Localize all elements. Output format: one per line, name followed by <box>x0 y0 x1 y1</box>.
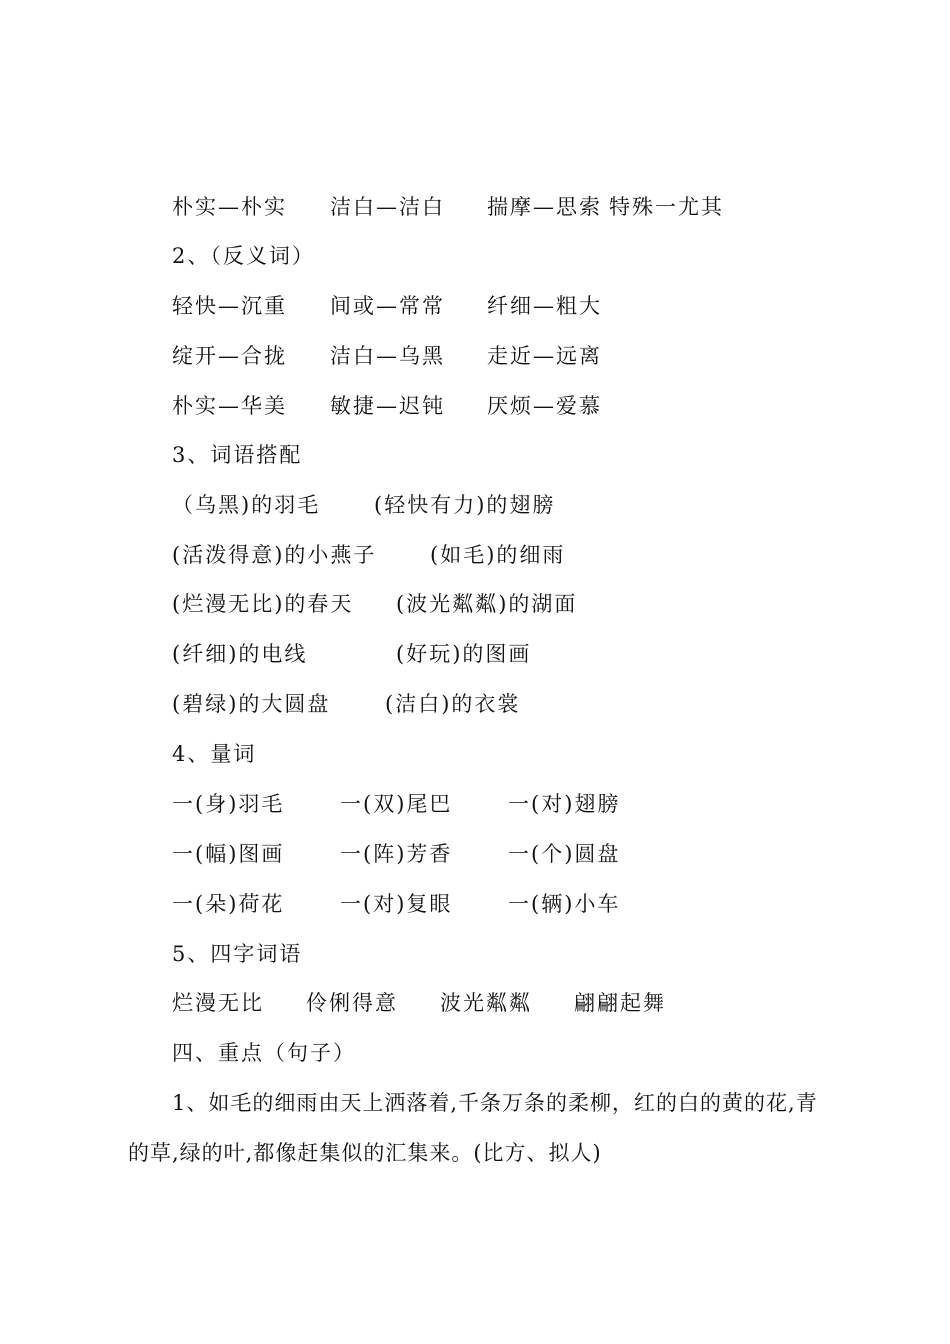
word-pair: 轻快—沉重 <box>172 294 287 318</box>
word-pair: 走近—远离 <box>487 344 602 368</box>
collocation-row <box>172 690 672 718</box>
measure-row <box>172 840 672 868</box>
section-heading: 四、重点（句子） <box>172 1041 356 1065</box>
idiom: 翩翩起舞 <box>574 991 666 1015</box>
collocation-row <box>172 590 672 618</box>
word-pair: 朴实—华美 <box>172 394 287 418</box>
idiom: 伶俐得意 <box>306 991 398 1015</box>
idiom: 波光粼粼 <box>440 991 532 1015</box>
word-pair: 洁白—洁白 <box>330 195 445 219</box>
measure-phrase: 一(辆)小车 <box>508 892 621 916</box>
antonym-row <box>172 292 672 320</box>
section-heading: 4、量词 <box>172 742 257 766</box>
word-pair: 洁白—乌黑 <box>330 344 445 368</box>
measure-phrase: 一(对)复眼 <box>340 892 453 916</box>
collocation: (碧绿)的大圆盘 <box>172 692 331 716</box>
collocation-row <box>172 491 672 519</box>
measure-phrase: 一(双)尾巴 <box>340 792 453 816</box>
word-pair: 绽开—合拢 <box>172 344 287 368</box>
collocation: (波光粼粼)的湖面 <box>396 592 578 616</box>
measure-phrase: 一(朵)荷花 <box>172 892 285 916</box>
four-char-row <box>172 989 692 1017</box>
word-pair: 揣摩—思索 <box>487 195 602 219</box>
antonym-row <box>172 392 672 420</box>
collocation: (活泼得意)的小燕子 <box>172 543 377 567</box>
collocation-row <box>172 541 672 569</box>
collocation-row <box>172 640 672 668</box>
sentence-line: 1、如毛的细雨由天上洒落着,千条万条的柔柳，红的白的黄的花,青 <box>172 1091 818 1115</box>
word-pair: 厌烦—爱慕 <box>487 394 602 418</box>
measure-row <box>172 790 672 818</box>
synonym-row <box>172 193 772 221</box>
word-pair: 朴实—朴实 <box>172 195 287 219</box>
measure-phrase: 一(个)圆盘 <box>508 842 621 866</box>
collocation: (轻快有力)的翅膀 <box>374 493 556 517</box>
word-pair: 间或—常常 <box>330 294 445 318</box>
idiom: 烂漫无比 <box>172 991 264 1015</box>
word-pair: 敏捷—迟钝 <box>330 394 445 418</box>
measure-row <box>172 890 672 918</box>
measure-phrase: 一(阵)芳香 <box>340 842 453 866</box>
collocation: （乌黑)的羽毛 <box>172 493 321 517</box>
collocation: (好玩)的图画 <box>396 642 532 666</box>
section-heading: 5、四字词语 <box>172 942 303 966</box>
measure-phrase: 一(对)翅膀 <box>508 792 621 816</box>
word-pair: 纤细—粗大 <box>487 294 602 318</box>
section-heading: 3、词语搭配 <box>172 443 303 467</box>
sentence-line: 的草,绿的叶,都像赶集似的汇集来。(比方、拟人) <box>128 1141 602 1165</box>
collocation: (如毛)的细雨 <box>430 543 566 567</box>
collocation: (烂漫无比)的春天 <box>172 592 354 616</box>
antonym-row <box>172 342 672 370</box>
collocation: (纤细)的电线 <box>172 642 308 666</box>
measure-phrase: 一(身)羽毛 <box>172 792 285 816</box>
word-pair: 特殊一尤其 <box>609 195 724 219</box>
measure-phrase: 一(幅)图画 <box>172 842 285 866</box>
collocation: (洁白)的衣裳 <box>385 692 521 716</box>
section-heading: 2、（反义词） <box>172 244 315 268</box>
